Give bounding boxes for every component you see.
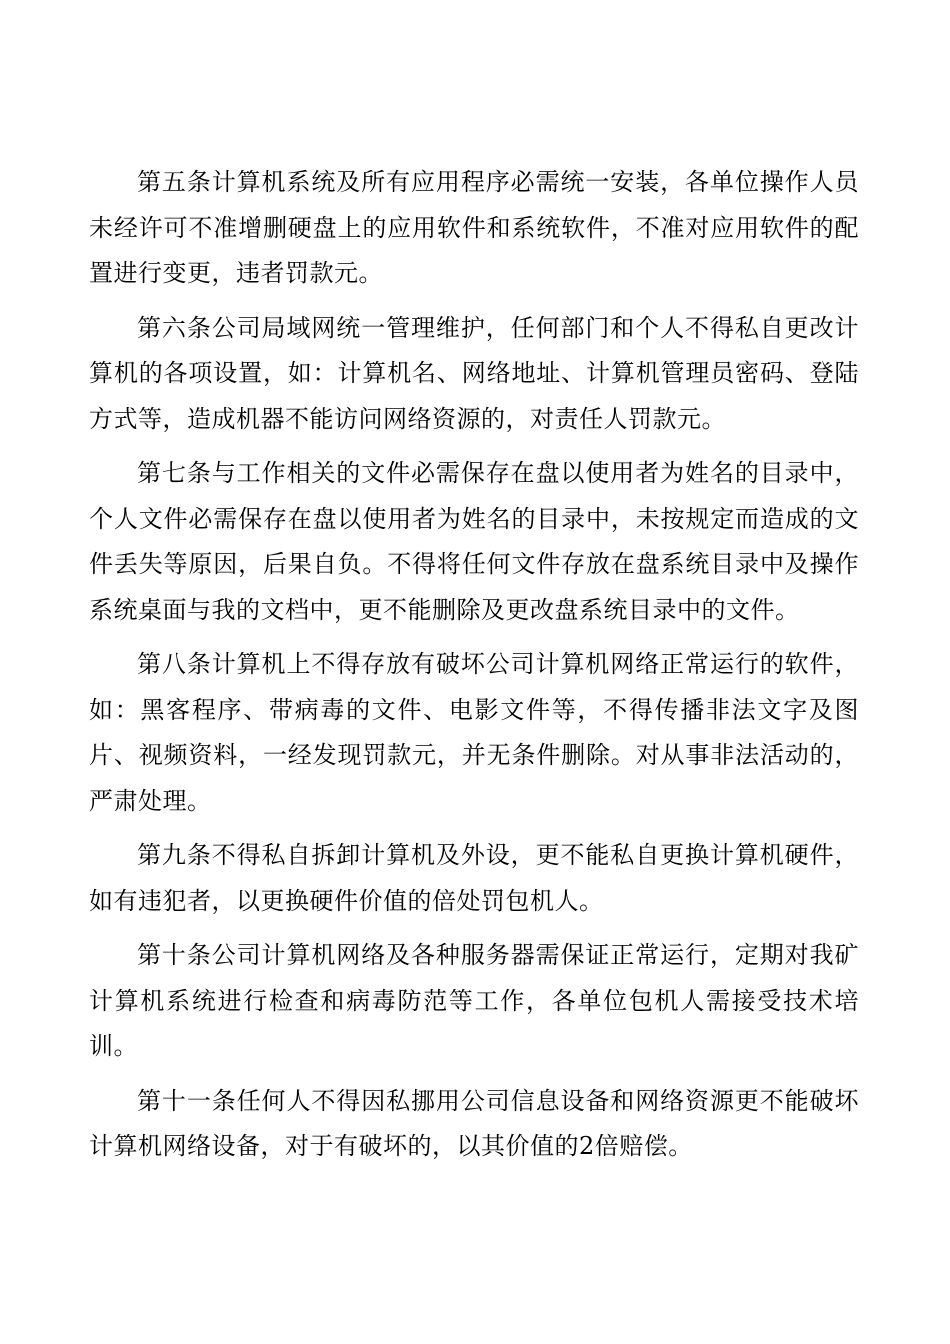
article-5: 第五条计算机系统及所有应用程序必需统一安装，各单位操作人员未经许可不准增删硬盘上的应用软件和系统软件，不准对应用软件的配置进行变更，违者罚款元。	[89, 168, 859, 287]
article-10: 第十条公司计算机网络及各种服务器需保证正常运行，定期对我矿计算机系统进行检查和病毒防范等工作，各单位包机人需接受技术培训。	[89, 941, 859, 1060]
article-6: 第六条公司局域网统一管理维护，任何部门和个人不得私自更改计算机的各项设置，如：计算机名、网络地址、计算机管理员密码、登陆方式等，造成机器不能访问网络资源的，对责任人罚款元。	[89, 313, 859, 433]
document-body	[89, 160, 859, 1179]
article-7: 第七条与工作相关的文件必需保存在盘以使用者为姓名的目录中，个人文件必需保存在盘以使用者为姓名的目录中，未按规定而造成的文件丢失等原因，后果自负。不得将任何文件存放在盘系统目录中及操作系统桌面与我的文档中，更不能删除及更改盘系统目录中的文件。	[89, 459, 859, 624]
article-8: 第八条计算机上不得存放有破坏公司计算机网络正常运行的软件，如：黑客程序、带病毒的文件、电影文件等，不得传播非法文字及图片、视频资料，一经发现罚款元，并无条件删除。对从事非法活动的，严肃处理。	[89, 650, 859, 815]
article-11: 第十一条任何人不得因私挪用公司信息设备和网络资源更不能破坏计算机网络设备，对于有破坏的，以其价值的2倍赔偿。	[89, 1086, 859, 1160]
article-9: 第九条不得私自拆卸计算机及外设，更不能私自更换计算机硬件，如有违犯者，以更换硬件价值的倍处罚包机人。	[89, 841, 859, 915]
